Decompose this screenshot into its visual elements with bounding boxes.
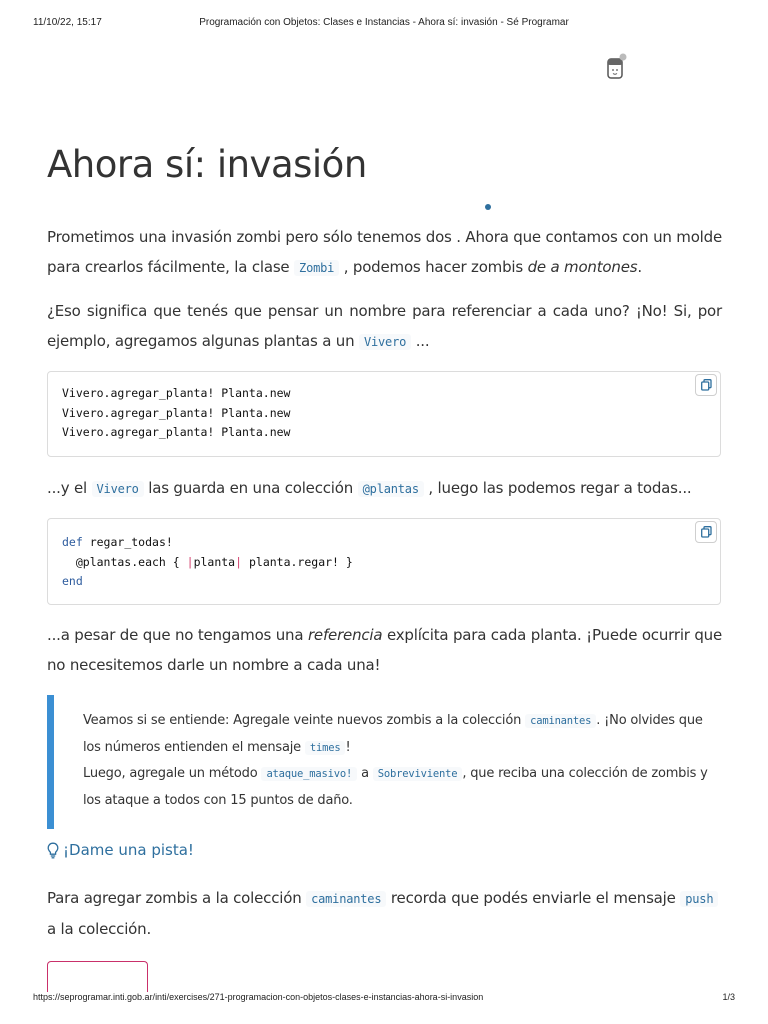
editor-box-partial[interactable] — [47, 961, 148, 992]
inline-code: caminantes — [525, 714, 596, 728]
code-block-vivero — [47, 371, 721, 457]
copy-code-button[interactable] — [695, 521, 717, 543]
inline-code: Sobreviviente — [373, 767, 463, 781]
referencia-paragraph: ...a pesar de que no tengamos una referencia explícita para cada planta. ¡Puede ocurrir que no necesitemos darle un nombre a cada una! — [47, 626, 723, 674]
inline-code: ataque_masivo! — [261, 767, 357, 781]
copy-icon — [701, 526, 712, 538]
inline-code: Zombi — [294, 260, 339, 276]
loading-dot — [485, 204, 491, 210]
inline-code: Vivero — [92, 481, 144, 497]
code-block-regar — [47, 518, 721, 605]
hint-paragraph: Para agregar zombis a la colección caminantes recorda que podés enviarle el mensaje push a la colección. — [47, 883, 722, 944]
print-page-title: Programación con Objetos: Clases e Instancias - Ahora sí: invasión - Sé Programar — [199, 17, 569, 28]
code-line: Vivero.agregar_planta! Planta.new — [62, 405, 291, 420]
exercise-text: Luego, agregale un método ataque_masivo! a Sobreviviente , que reciba una colección de zombis y los ataque a todos con 15 puntos de daño. — [83, 766, 708, 808]
copy-icon — [701, 379, 712, 391]
copy-code-button[interactable] — [695, 374, 717, 396]
exercise-text: Veamos si se entiende: Agregale veinte nuevos zombis a la colección caminantes . ¡No olvides que los números entienden el mensaje times ! — [83, 713, 703, 755]
intro-paragraph: Prometimos una invasión zombi pero sólo tenemos dos . Ahora que contamos con un molde para crearlos fácilmente, la clase Zombi , podemos hacer zombis de a montones. — [47, 228, 722, 276]
user-avatar-icon[interactable] — [606, 53, 628, 81]
code-line: Vivero.agregar_planta! Planta.new — [62, 386, 291, 400]
print-url: https://seprogramar.inti.gob.ar/inti/exercises/271-programacion-con-objetos-clases-e-instancias-ahora-si-invasion — [33, 992, 484, 1002]
page-title: Ahora sí: invasión — [47, 143, 367, 186]
inline-code: push — [680, 891, 718, 907]
print-datetime: 11/10/22, 15:17 — [33, 17, 102, 28]
inline-code: times — [305, 741, 346, 755]
question-paragraph: ¿Eso significa que tenés que pensar un nombre para referenciar a cada uno? ¡No! Si, por ejemplo, agregamos algunas plantas a un Vivero ... — [47, 302, 722, 350]
inline-code: caminantes — [306, 891, 386, 907]
hint-label: ¡Dame una pista! — [63, 841, 194, 859]
inline-code: @plantas — [358, 481, 424, 497]
code-line: end — [62, 574, 83, 588]
code-line: Vivero.agregar_planta! Planta.new — [62, 425, 291, 439]
inline-code: Vivero — [359, 334, 411, 350]
code-line: def regar_todas! — [62, 535, 173, 549]
hint-toggle[interactable] — [47, 841, 194, 859]
print-page-number: 1/3 — [722, 992, 735, 1002]
plantas-paragraph: ...y el Vivero las guarda en una colección @plantas , luego las podemos regar a todas... — [47, 479, 692, 497]
exercise-callout — [47, 695, 721, 829]
lightbulb-icon — [47, 842, 59, 859]
code-line: @plantas.each { |planta| planta.regar! } — [62, 554, 353, 569]
